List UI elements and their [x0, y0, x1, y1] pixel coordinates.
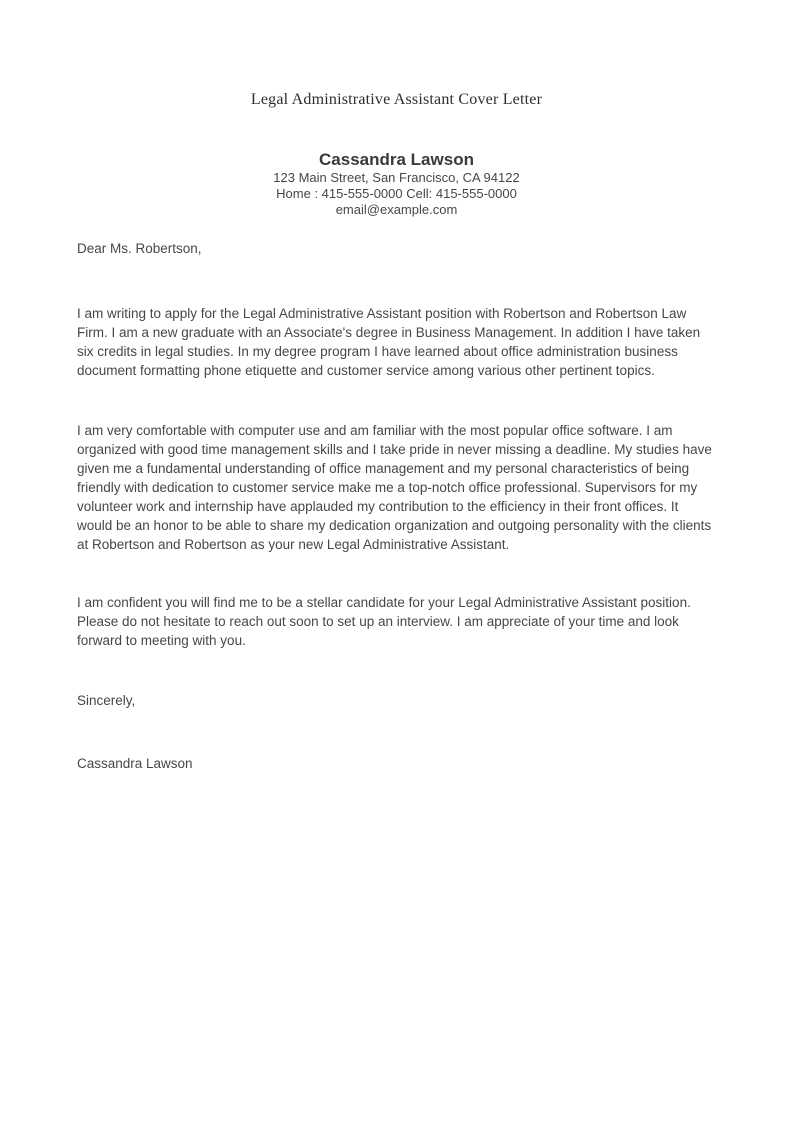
sender-phones: Home : 415-555-0000 Cell: 415-555-0000: [276, 186, 517, 201]
closing: Sincerely,: [77, 693, 136, 708]
body-paragraph-2: I am very comfortable with computer use and am familiar with the most popular office software. I am organized with good time management skills and I take pride in never missing a deadline. My studies have given me a fundamental understanding of office management and my personal characteristics of being friendly with dedication to customer service make me a top-notch office professional. Supervisors for my volunteer work and internship have applauded my contribution to the efficiency in their front offices. It would be an honor to be able to share my dedication organization and outgoing personality with the clients at Robertson and Robertson as your new Legal Administrative Assistant.: [77, 423, 712, 552]
salutation: Dear Ms. Robertson,: [77, 241, 202, 256]
body-paragraph-3: I am confident you will find me to be a stellar candidate for your Legal Administrative Assistant position. Please do not hesitate to reach out soon to set up an interview. I am appreciate of your time and look forward to meeting with you.: [77, 595, 691, 648]
sender-name: Cassandra Lawson: [319, 150, 474, 169]
letter-body: [77, 239, 715, 773]
sender-email: email@example.com: [335, 202, 458, 217]
sender-address: 123 Main Street, San Francisco, CA 94122: [273, 170, 520, 185]
signature-name: Cassandra Lawson: [77, 756, 193, 771]
sender-contact-block: [0, 150, 793, 218]
document-title: Legal Administrative Assistant Cover Letter: [250, 91, 543, 108]
body-paragraph-1: I am writing to apply for the Legal Administrative Assistant position with Robertson and Robertson Law Firm. I am a new graduate with an Associate's degree in Business Management. In addition I have taken six credits in legal studies. In my degree program I have learned about office administration business document formatting phone etiquette and customer service among various other pertinent topics.: [77, 306, 701, 378]
